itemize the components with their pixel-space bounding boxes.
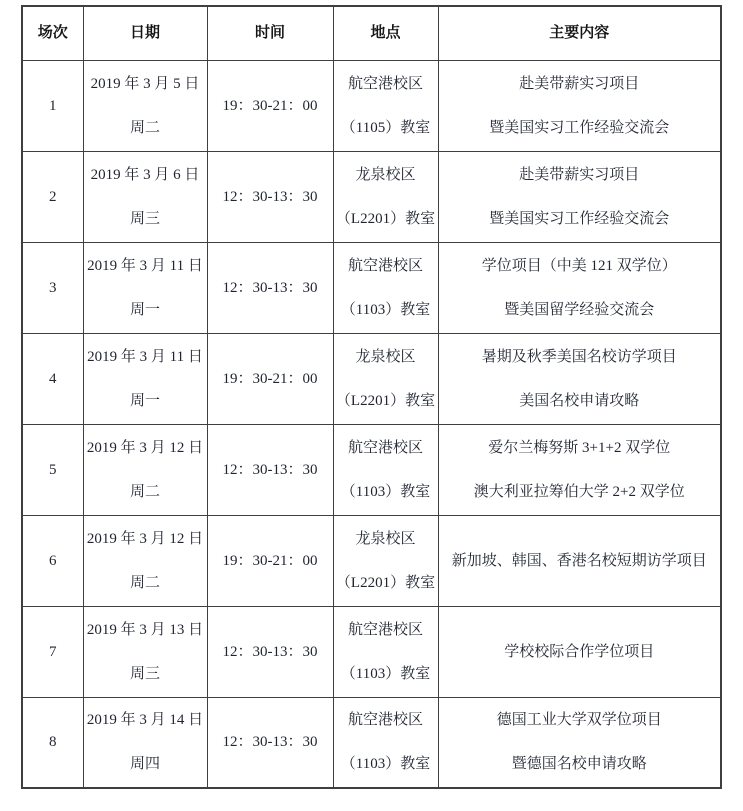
location-cell	[333, 242, 438, 333]
schedule-table	[21, 5, 722, 789]
content-line-1: 暑期及秋季美国名校访学项目	[481, 348, 677, 365]
content-line-2: 暨德国名校申请攻略	[511, 756, 647, 773]
campus-text: 龙泉校区	[355, 348, 416, 365]
content-line-2: 美国名校申请攻略	[519, 392, 640, 409]
content-line-2: 暨美国实习工作经验交流会	[489, 119, 670, 136]
weekday-text: 周三	[129, 210, 160, 227]
campus-text: 龙泉校区	[355, 530, 416, 547]
room-text: （1103）教室	[340, 301, 431, 318]
content-line-1: 赴美带薪实习项目	[519, 75, 640, 92]
session-cell: 5	[22, 424, 83, 515]
content-cell	[438, 151, 721, 242]
date-text: 2019 年 3 月 14 日	[86, 712, 204, 729]
weekday-text: 周一	[129, 392, 160, 409]
table-row	[22, 151, 721, 242]
table-row	[22, 697, 721, 788]
header-row	[22, 6, 721, 60]
content-line-1: 德国工业大学双学位项目	[496, 712, 662, 729]
time-cell: 12：30-13：30	[207, 606, 333, 697]
room-text: （L2201）教室	[335, 392, 436, 409]
weekday-text: 周四	[129, 756, 160, 773]
location-cell	[333, 333, 438, 424]
location-cell	[333, 515, 438, 606]
campus-text: 龙泉校区	[355, 166, 416, 183]
session-cell: 1	[22, 60, 83, 151]
content-line-1: 学位项目（中美 121 双学位）	[481, 257, 677, 274]
session-cell: 6	[22, 515, 83, 606]
content-line-1: 新加坡、韩国、香港名校短期访学项目	[451, 552, 707, 569]
location-cell	[333, 697, 438, 788]
campus-text: 航空港校区	[347, 621, 423, 638]
time-cell: 12：30-13：30	[207, 424, 333, 515]
time-cell: 12：30-13：30	[207, 151, 333, 242]
weekday-text: 周二	[129, 574, 160, 591]
date-text: 2019 年 3 月 13 日	[86, 621, 204, 638]
time-cell: 19：30-21：00	[207, 515, 333, 606]
location-cell	[333, 151, 438, 242]
room-text: （1103）教室	[340, 483, 431, 500]
location-cell	[333, 60, 438, 151]
header-cell-session: 场次	[22, 6, 83, 60]
table-row	[22, 606, 721, 697]
session-cell: 2	[22, 151, 83, 242]
campus-text: 航空港校区	[347, 75, 423, 92]
table-row	[22, 515, 721, 606]
header-cell-time: 时间	[207, 6, 333, 60]
content-cell	[438, 697, 721, 788]
weekday-text: 周二	[129, 483, 160, 500]
table-row	[22, 60, 721, 151]
room-text: （1103）教室	[340, 756, 431, 773]
room-text: （1105）教室	[340, 119, 431, 136]
date-text: 2019 年 3 月 6 日	[90, 166, 200, 183]
location-cell	[333, 424, 438, 515]
content-cell	[438, 242, 721, 333]
date-text: 2019 年 3 月 12 日	[86, 439, 204, 456]
content-cell	[438, 424, 721, 515]
time-cell: 19：30-21：00	[207, 333, 333, 424]
content-line-1: 学校校际合作学位项目	[504, 643, 655, 660]
header-cell-date: 日期	[83, 6, 207, 60]
date-text: 2019 年 3 月 11 日	[87, 348, 203, 365]
weekday-text: 周二	[129, 119, 160, 136]
time-cell: 12：30-13：30	[207, 242, 333, 333]
date-cell	[83, 60, 207, 151]
session-cell: 7	[22, 606, 83, 697]
header-cell-content: 主要内容	[438, 6, 721, 60]
date-text: 2019 年 3 月 12 日	[86, 530, 204, 547]
content-cell	[438, 333, 721, 424]
session-cell: 8	[22, 697, 83, 788]
campus-text: 航空港校区	[347, 712, 423, 729]
header-cell-location: 地点	[333, 6, 438, 60]
table-row	[22, 333, 721, 424]
date-cell	[83, 151, 207, 242]
content-line-2: 暨美国实习工作经验交流会	[489, 210, 670, 227]
content-cell	[438, 60, 721, 151]
time-cell: 12：30-13：30	[207, 697, 333, 788]
session-cell: 3	[22, 242, 83, 333]
date-text: 2019 年 3 月 11 日	[87, 257, 203, 274]
campus-text: 航空港校区	[347, 257, 423, 274]
location-cell	[333, 606, 438, 697]
room-text: （1103）教室	[340, 665, 431, 682]
content-line-1: 爱尔兰梅努斯 3+1+2 双学位	[488, 439, 671, 456]
date-cell	[83, 515, 207, 606]
date-cell	[83, 697, 207, 788]
campus-text: 航空港校区	[347, 439, 423, 456]
content-cell	[438, 606, 721, 697]
weekday-text: 周三	[129, 665, 160, 682]
weekday-text: 周一	[129, 301, 160, 318]
session-cell: 4	[22, 333, 83, 424]
room-text: （L2201）教室	[335, 210, 436, 227]
content-cell	[438, 515, 721, 606]
date-cell	[83, 606, 207, 697]
content-line-2: 暨美国留学经验交流会	[504, 301, 655, 318]
date-cell	[83, 333, 207, 424]
room-text: （L2201）教室	[335, 574, 436, 591]
date-cell	[83, 242, 207, 333]
date-cell	[83, 424, 207, 515]
time-cell: 19：30-21：00	[207, 60, 333, 151]
content-line-1: 赴美带薪实习项目	[519, 166, 640, 183]
table-row	[22, 424, 721, 515]
table-row	[22, 242, 721, 333]
content-line-2: 澳大利亚拉筹伯大学 2+2 双学位	[473, 483, 685, 500]
date-text: 2019 年 3 月 5 日	[90, 75, 200, 92]
